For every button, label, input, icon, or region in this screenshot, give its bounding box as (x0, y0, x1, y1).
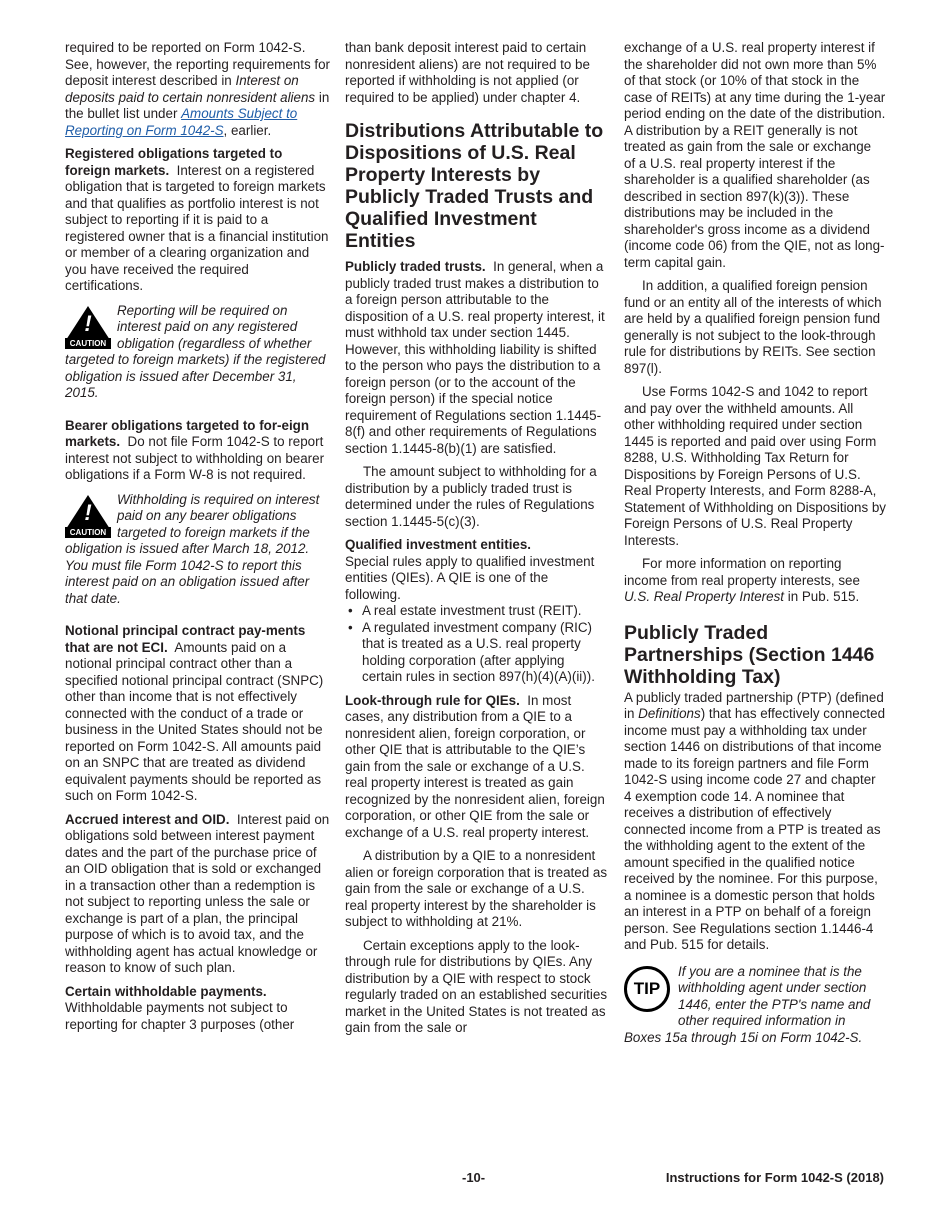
caution-icon: ! CAUTION (65, 495, 111, 539)
amounts-subject-link[interactable]: Amounts Subject to Reporting on Form 1042-S (65, 106, 298, 138)
paragraph: A distribution by a QIE to a nonresident alien or foreign corporation that is treated as gain from the sale or exchange of a U.S. real property interest by the shareholder is subject to withholding at 21%. (345, 848, 608, 929)
paragraph: In addition, a qualified foreign pension fund or an entity all of the interests of which are held by a qualified foreign pension fund generally is not subject to the look-through rule for distributions by REITs. See section 897(l). (624, 278, 882, 376)
section-heading: Publicly Traded Partnerships (Section 1446 Withholding Tax) (624, 621, 875, 688)
caution-callout: ! CAUTION Reporting will be required on interest paid on any registered obligation (regardless of whether targeted to foreign markets) if the registered obligation is issued after December 31, 2015. (65, 302, 326, 400)
column-1 (65, 40, 330, 1040)
tip-callout: TIP If you are a nominee that is the withholding agent under section 1446, enter the PTP's name and other required information in Boxes 15a through 15i on Form 1042-S. (624, 963, 871, 1045)
run-in-heading: Qualified investment entities. (345, 537, 532, 552)
column-2 (345, 40, 607, 1044)
caution-callout: ! CAUTION Withholding is required on interest paid on any bearer obligations targeted to foreign markets if the obligation is issued after March 18, 2012. You must file Form 1042-S to report this interest paid on an obligation issued after that date. (65, 491, 320, 606)
paragraph: Certain withholdable payments. Withholdable payments not subject to reporting for chapter 3 purposes (other (65, 983, 295, 1032)
caution-icon: ! CAUTION (65, 306, 111, 350)
bullet-icon: • (348, 619, 353, 635)
paragraph: required to be reported on Form 1042-S. See, however, the reporting requirements for deposit interest described in Interest on deposits paid to certain nonresident aliens in the bullet list under Amounts Subject to Reporting on Form 1042-S, earlier. (65, 40, 330, 138)
paragraph: Publicly traded trusts. In general, when a publicly traded trust makes a distribution to a foreign person attributable to the disposition of a U.S. real property interest, it must withhold tax under section 1445. However, this withholding liability is shifted to the person who pays the distribution to a foreign person (or to the account of the foreign person) if the special notice requirement of Regulations section 1.1445-8(f) and other requirements of Regulations section 1.1445-8(b)(1) are satisfied. (345, 259, 605, 456)
paragraph: than bank deposit interest paid to certain nonresident aliens) are not required to be reported if withholding is not applied (or required to be applied) under chapter 4. (345, 40, 590, 105)
run-in-heading: Registered obligations targeted to foreign markets. (65, 146, 283, 178)
tip-icon: TIP (624, 966, 670, 1012)
run-in-heading: Publicly traded trusts. (345, 259, 486, 274)
paragraph: Look-through rule for QIEs. In most cases, any distribution from a QIE to a nonresident alien, foreign corporation, or other QIE that is attributable to the QIE’s gain from the sale or exchange of a U.S. real property interest is treated as gain recognized by the nonresident alien, foreign corporation, or other QIE from the sale or exchange of a U.S. real property interest. (345, 692, 605, 840)
paragraph: Qualified investment entities. Special rules apply to qualified investment entities (QIEs). A QIE is one of the following. (345, 537, 595, 602)
paragraph: Notional principal contract pay-ments that are not ECI. Amounts paid on a notional principal contract other than a specified notional principal contract (SNPC) other than income that is not effectively connected with the conduct of a trade or business in the United States should not be reported on Form 1042-S. All amounts paid on an SNPC that are treated as dividend equivalent payments should be reported as such on Form 1042-S. (65, 623, 324, 803)
paragraph: The amount subject to withholding for a distribution by a publicly traded trust is determined under the rules of Regulations section 1.1445-5(c)(3). (345, 464, 597, 529)
run-in-heading: Accrued interest and OID. (65, 811, 230, 827)
bullet-icon: • (348, 603, 353, 618)
run-in-heading: Certain withholdable payments. (65, 983, 267, 999)
column-3 (624, 40, 886, 1062)
bullet-item: • A regulated investment company (RIC) that is treated as a U.S. real property holding corporation (after applying certain rules in section 897(h)(4)(A)(ii)). (348, 619, 595, 684)
paragraph: Bearer obligations targeted to for-eign markets. Do not file Form 1042-S to report interest not subject to withholding on bearer obligations if a Form W-8 is not required. (65, 417, 325, 482)
bullet-item: • A real estate investment trust (REIT). (348, 603, 582, 618)
paragraph: Registered obligations targeted to foreign markets. Interest on a registered obligation that is targeted to foreign markets and that qualifies as portfolio interest is not subject to reporting if it is paid to a registered owner that is a financial institution or member of a clearing organization and you have received the required certifications. (65, 146, 329, 293)
paragraph: Use Forms 1042-S and 1042 to report and pay over the withheld amounts. All other withholding required under section 1445 is reported and paid over using Form 8288, U.S. Withholding Tax Return for Dispositions by Foreign Persons of U.S. Real Property Interests, and Form 8288-A, Statement of Withholding on Dispositions by Foreign Persons of U.S. Real Property Interests. (624, 384, 887, 548)
paragraph: Accrued interest and OID. Interest paid on obligations sold between interest payment dates and the part of the purchase price of an OID obligation that is sold or exchanged in a transaction other than a redemption is not subject to reporting unless the sale or exchange is part of a plan, the principal purpose of which is to avoid tax, and the withholding agent has actual knowledge or reason to know of such plan. (65, 811, 330, 975)
section-heading: Distributions Attributable to Dispositions of U.S. Real Property Interests by Publicly Traded Trusts and Qualified Investment Entities (345, 120, 604, 252)
page-number: -10- (462, 1170, 486, 1185)
paragraph: exchange of a U.S. real property interest if the shareholder did not own more than 5% of that stock (or 10% of that stock in the case of REITs) at any time during the 1-year period ending on the date of the distribution. A distribution by a REIT generally is not treated as gain from the sale or exchange of a U.S. real property interest if the shareholder is a qualified shareholder (as described in section 897(k)(3)). These distributions may be included in the shareholder's gross income as a dividend (income code 06) from the QIE, not as long-term capital gain. (624, 40, 886, 270)
run-in-heading: Notional principal contract pay-ments that are not ECI. (65, 623, 306, 655)
document-title: Instructions for Form 1042-S (2018) (665, 1170, 884, 1185)
paragraph: For more information on reporting income from real property interests, see U.S. Real Property Interest in Pub. 515. (624, 556, 860, 604)
paragraph: A publicly traded partnership (PTP) (defined in Definitions) that has effectively connected income must pay a withholding tax under section 1446 on distributions of that income made to its foreign partners and file Form 1042-S using income code 27 and chapter 4 exemption code 14. A nominee that receives a distribution of effectively connected income from a PTP is treated as the withholding agent to the extent of the amount specified in the qualified notice received by the nominee. For this purpose, a nominee is a domestic person that holds an interest in a PTP on behalf of a foreign person. See Regulations section 1.1446-4 and Pub. 515 for details. (624, 689, 886, 952)
paragraph: Certain exceptions apply to the look-through rule for distributions by QIEs. Any distribution by a QIE with respect to stock regularly traded on an established securities market in the United States is not treated as gain from the sale or (345, 937, 608, 1035)
run-in-heading: Bearer obligations targeted to for-eign markets. (65, 417, 310, 449)
run-in-heading: Look-through rule for QIEs. (345, 692, 520, 708)
